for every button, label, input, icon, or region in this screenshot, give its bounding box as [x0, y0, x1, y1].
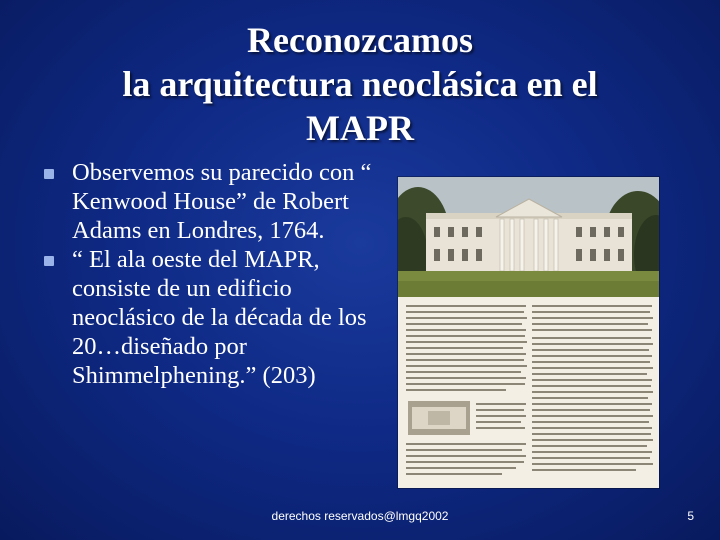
title-line-2: la arquitectura neoclásica en el	[122, 64, 598, 104]
book-page-illustration	[398, 177, 659, 488]
square-bullet-icon	[44, 256, 54, 266]
bullet-text-2: “ El ala oeste del MAPR, consiste de un edificio neoclásico de la década de los 20…diseñado por Shimmelphening.” (203)	[72, 246, 367, 389]
bullet-list	[42, 158, 382, 390]
slide-page-number: 5	[687, 509, 694, 523]
bullet-text-1: Observemos su parecido con “ Kenwood House” de Robert Adams en Londres, 1764.	[72, 159, 372, 244]
title-line-3: MAPR	[306, 108, 414, 148]
slide-title	[60, 18, 660, 150]
title-line-1: Reconozcamos	[247, 20, 473, 60]
square-bullet-icon	[44, 169, 54, 179]
footer-copyright: derechos reservados@lmgq2002	[271, 509, 449, 523]
kenwood-house-book-page-image	[398, 177, 659, 488]
bullet-item	[42, 245, 382, 390]
bullet-item	[42, 158, 382, 245]
